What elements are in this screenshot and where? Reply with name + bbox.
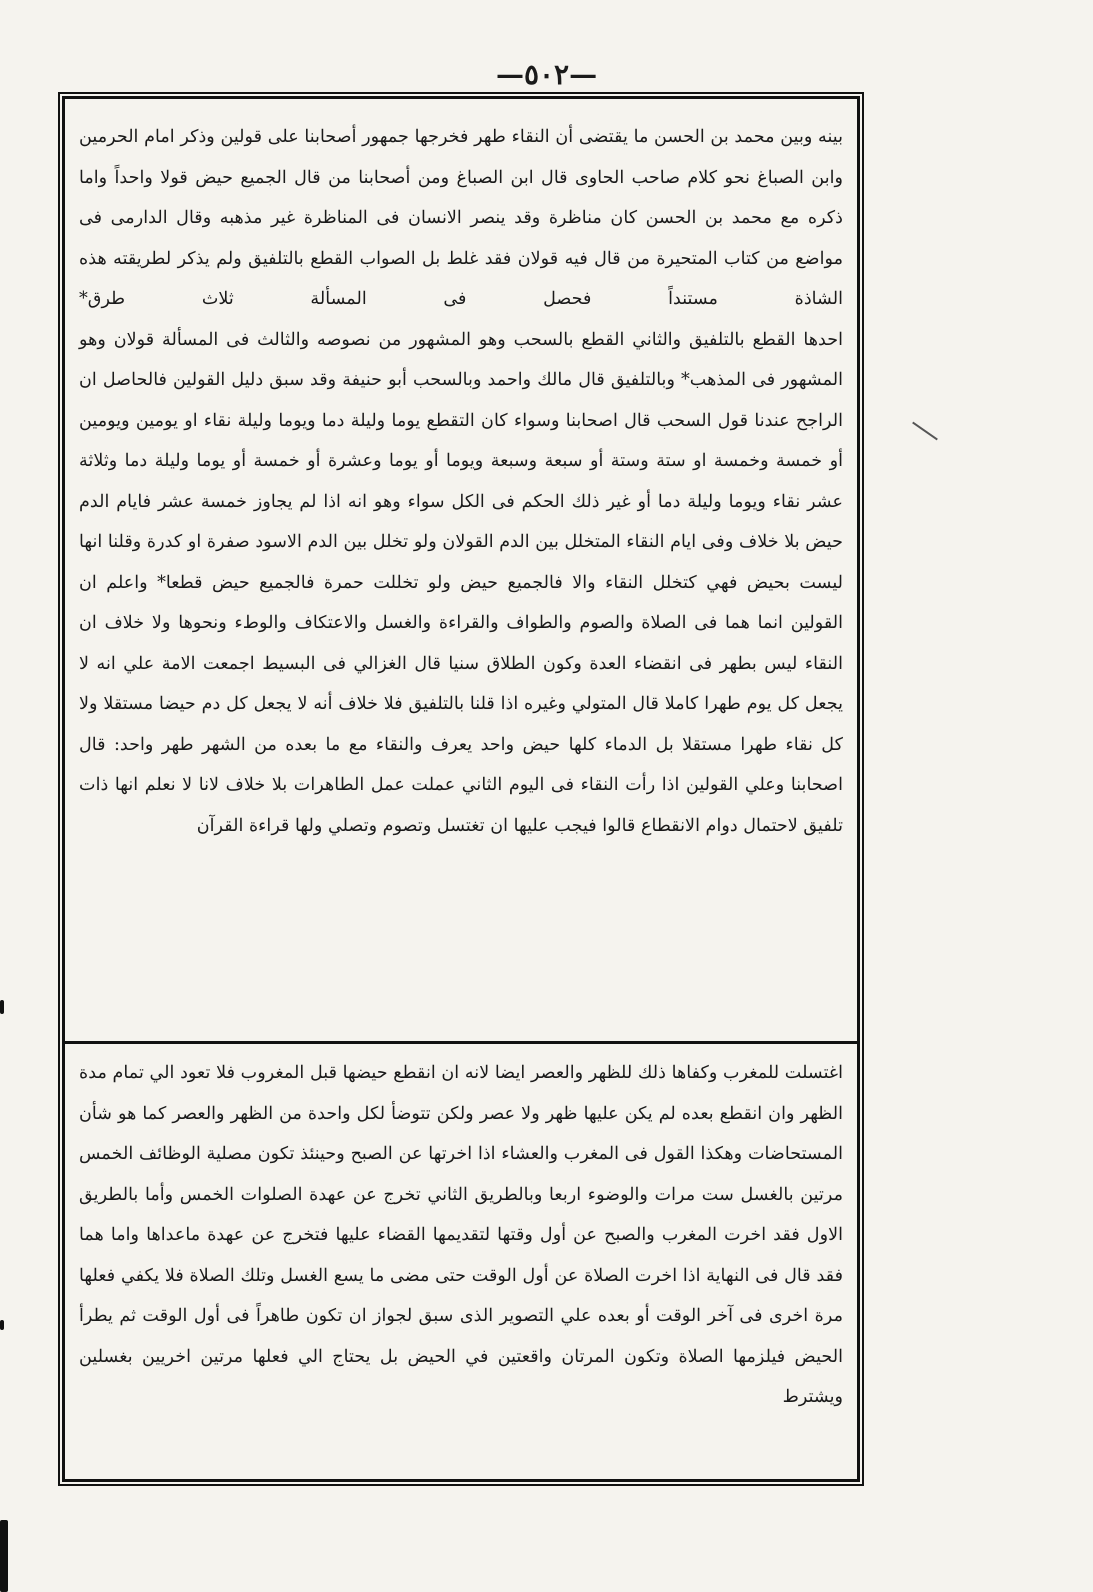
footnote-paragraph: اغتسلت للمغرب وكفاها ذلك للظهر والعصر ايضا لانه ان انقطع حيضها قبل المغروب فلا تعود الي تمام مدة الظهر وان انقطع بعده لم يكن عليها ظهر ولا عصر ولكن تتوضأ لكل واحدة من الظهر والعصر كما هو شأن المستحاضات وهكذا القول فى المغرب والعشاء اذا اخرتها عن الصبح وحينئذ تكون مصلية الوظائف الخمس مرتين بالغسل ست مرات والوضوء اربعا وبالطريق الثاني تخرج عن عهدة الصلوات الخمس وأما بالطريق الاول فقد اخرت المغرب والصبح عن أول وقتها لتقديمها القضاء عليها فتخرج عن عهدة ماعداها واما هما فقد قال فى النهاية اذا اخرت الصلاة عن أول الوقت حتى مضى ما يسع الغسل وتلك الصلاة فلا يكفي فعلها مرة اخرى فى آخر الوقت أو بعده علي التصوير الذى سبق لجواز ان تكون طاهراً فى أول الوقت ثم يطرأ الحيض فيلزمها الصلاة وتكون المرتان واقعتين في الحيض بل يحتاج الي فعلها مرتين اخريين بغسلين ويشترط — [79, 1063, 843, 1407]
main-text-block — [79, 117, 843, 1037]
main-paragraph: احدها القطع بالتلفيق والثاني القطع بالسحب وهو المشهور من نصوصه والثالث فى المسألة قولان وهو المشهور فى المذهب* وبالتلفيق قال مالك واحمد وبالسحب أبو حنيفة وقد سبق دليل القولين فالحاصل ان الراجح عندنا قول السحب قال اصحابنا وسواء كان التقطع يوما وليلة دما ويوما وليلة نقاء او يومين ويومين أو خمسة وخمسة او ستة وستة أو سبعة وسبعة ويوما أو يوما وعشرة أو خمسة أو يوما وليلة دما وثلاثة عشر نقاء ويوما وليلة دما أو غير ذلك الحكم فى الكل سواء وهو انه اذا لم يجاوز خمسة عشر فايام الدم حيض بلا خلاف وفى ايام النقاء المتخلل بين الدم القولان ولو تخلل بين الدم الاسود صفرة او كدرة وقلنا انها ليست بحيض فهي كتخلل النقاء والا فالجميع حيض ولو تخللت حمرة فالجميع حيض قطعا* واعلم ان القولين انما هما فى الصلاة والصوم والطواف والقراءة والغسل والاعتكاف والوطء ونحوها ولا خلاف ان النقاء ليس بطهر فى انقضاء العدة وكون الطلاق سنيا قال الغزالي فى البسيط اجمعت الامة علي انه لا يجعل كل يوم طهرا كاملا قال المتولي وغيره اذا قلنا بالتلفيق فلا خلاف أنه لا يجعل كل دم حيضا مستقلا ولا كل نقاء طهرا مستقلا بل الدماء كلها حيض واحد يعرف والنقاء مع ما بعده من الشهر طهر واحد: قال اصحابنا وعلي القولين اذا رأت النقاء فى اليوم الثاني عملت عمل الطاهرات بلا خلاف لانا لا نعلم انها ذات تلفيق لاحتمال دوام الانقطاع قالوا فيجب عليها ان تغتسل وتصوم وتصلي ولها قراءة القرآن — [79, 329, 843, 836]
margin-mark — [0, 1320, 4, 1330]
margin-mark — [0, 1520, 8, 1592]
page-frame — [62, 96, 860, 1482]
footnote-divider — [65, 1041, 857, 1044]
page-number: —٥٠٢— — [495, 58, 598, 91]
footnote-text-block — [79, 1053, 843, 1473]
main-paragraph: بينه وبين محمد بن الحسن ما يقتضى أن النقاء طهر فخرجها جمهور أصحابنا على قولين وذكر امام الحرمين وابن الصباغ نحو كلام صاحب الحاوى قال ابن الصباغ ومن أصحابنا من قال الجميع حيض قولا واحداً واما ذكره مع محمد بن الحسن كان مناظرة وقد ينصر الانسان فى المناظرة غير مذهبه وقال الدارمى فى مواضع من كتاب المتحيرة من قال فيه قولان فقد غلط بل الصواب القطع بالتلفيق ولم يذكر لطريقته هذه الشاذة مستنداً فحصل فى المسألة ثلاث طرق* — [79, 127, 843, 309]
stray-pen-mark — [912, 422, 938, 441]
margin-mark — [0, 1000, 4, 1014]
